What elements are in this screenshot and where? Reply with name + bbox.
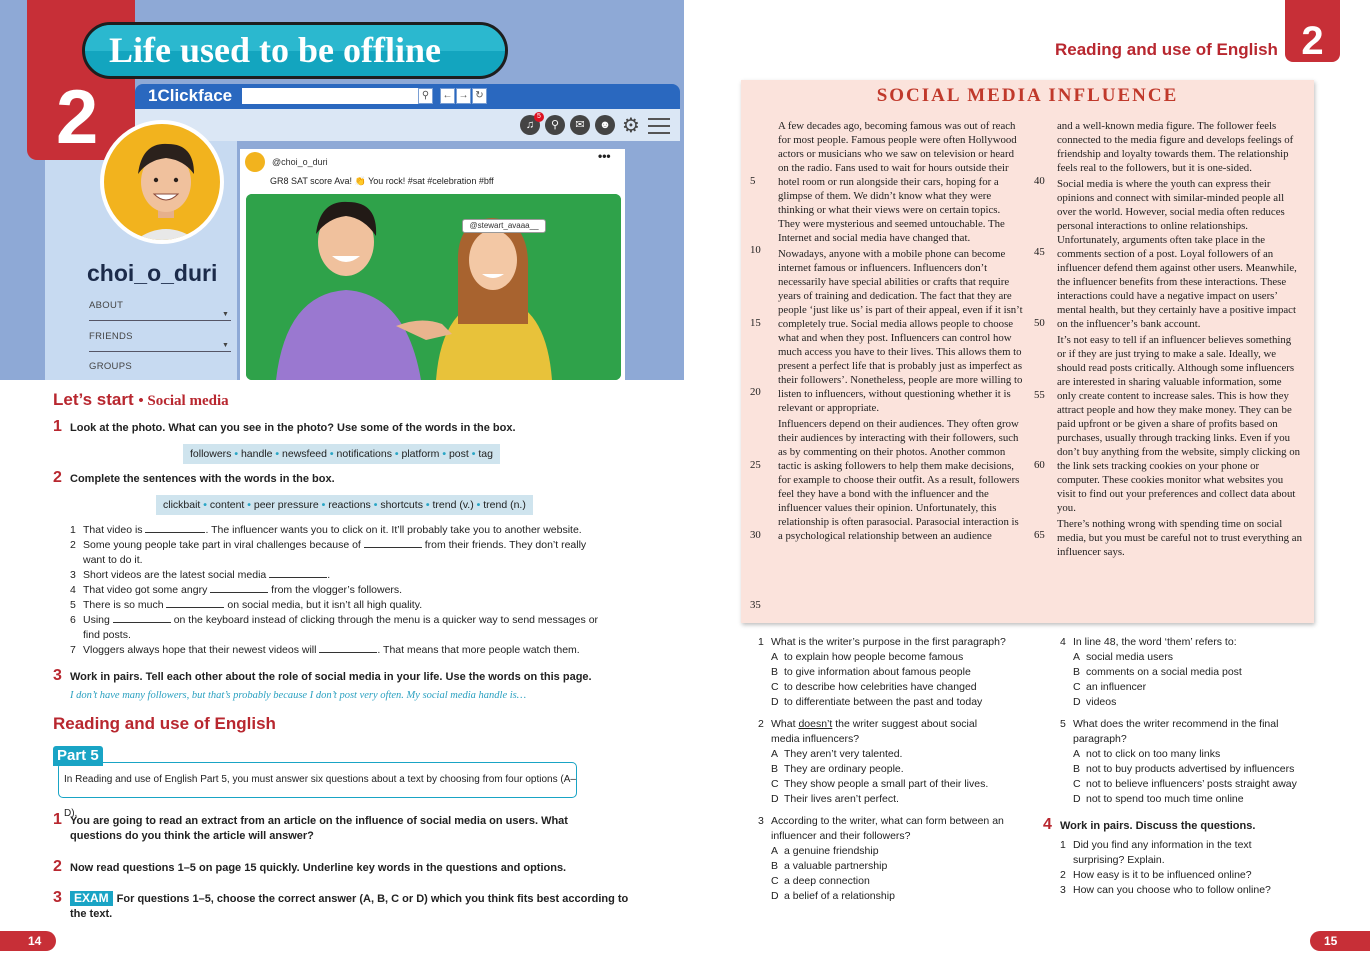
bell-icon[interactable]: ♫ — [520, 115, 540, 135]
question-4: 4 In line 48, the word ‘them’ refers to: A social media users B comments on a social media post C an influencer D videos — [1073, 635, 1333, 710]
word-box-1: followers • handle • newsfeed • notifications • platform • post • tag — [183, 444, 500, 464]
search-icon[interactable]: ⚲ — [545, 115, 565, 135]
discussion-question-1: 1 Did you find any information in the text surprising? Explain. — [1060, 839, 1252, 866]
exercise-1-instruction: Look at the photo. What can you see in the photo? Use some of the words in the box. — [70, 422, 516, 434]
site-logo: 1Clickface — [148, 86, 233, 105]
back-arrow-icon[interactable]: ← — [440, 88, 455, 104]
exercise-3-number: 3 — [53, 667, 62, 684]
article-paragraph: Influencers depend on their audiences. They often grow their audiences by interacting with their followers, such as by commenting on their photos. Another common tactic is asking followers to help them make decisions, for example to choose their outfit. As a result, followers feel they have a bond with the influencer and the influencer values their opinion. Unfortunately, this relationship is often parasocial. Parasocial interaction is a psychological relationship between an audience — [778, 418, 1020, 542]
sentence-7: 7 Vloggers always hope that their newest videos will . That means that more people watch them. — [70, 644, 580, 656]
profile-menu-friends[interactable]: FRIENDS — [89, 331, 133, 342]
option: B to give information about famous people — [771, 666, 971, 678]
option: B They are ordinary people. — [771, 763, 904, 775]
reading-3-instruction: EXAM For questions 1–5, choose the correct answer (A, B, C or D) which you think fits best according to the text. — [70, 891, 629, 920]
part-info-box: In Reading and use of English Part 5, you must answer six questions about a text by choosing from four options (A–D). — [58, 762, 577, 798]
mail-icon[interactable]: ✉ — [570, 115, 590, 135]
post-text: GR8 SAT score Ava! 👏 You rock! #sat #celebration #bff — [270, 176, 494, 186]
article-column-2 — [1057, 119, 1302, 561]
more-options-icon[interactable]: ••• — [598, 149, 611, 163]
discussion-question-2: 2 How easy is it to be influenced online? — [1060, 869, 1252, 881]
search-input[interactable] — [242, 88, 418, 104]
search-icon[interactable]: ⚲ — [418, 88, 433, 104]
exercise-4-instruction: Work in pairs. Discuss the questions. — [1060, 820, 1256, 832]
profile-avatar — [100, 120, 224, 244]
discussion-question-3: 3 How can you choose who to follow online? — [1060, 884, 1271, 896]
article-paragraph: There’s nothing wrong with spending time on social media, but you must be careful not to trust everything an influencer says. — [1057, 518, 1302, 558]
profile-menu-about[interactable]: ABOUT — [89, 300, 124, 311]
forward-arrow-icon[interactable]: → — [456, 88, 471, 104]
reading-1-instruction: You are going to read an extract from an article on the influence of social media on users. What questions do you think the article will answer? — [70, 815, 568, 842]
sentence-1: 1 That video is . The influencer wants you to click on it. It’ll probably take you to another website. — [70, 524, 582, 536]
line-number: 40 — [1034, 175, 1045, 187]
reading-2-instruction: Now read questions 1–5 on page 15 quickly. Underline key words in the questions and options. — [70, 862, 567, 874]
chevron-down-icon[interactable]: ▼ — [222, 311, 229, 318]
article-column-1 — [778, 119, 1023, 545]
unit-title-pill — [82, 22, 508, 79]
unit-title: Life used to be offline — [109, 30, 441, 70]
chevron-down-icon[interactable]: ▼ — [222, 342, 229, 349]
sentence-6: 6 Using on the keyboard instead of clicking through the menu is a quicker way to send messages or — [70, 614, 599, 626]
reading-heading: Reading and use of English — [53, 714, 276, 733]
divider — [89, 351, 231, 352]
reading-2-number: 2 — [53, 858, 62, 875]
line-number: 45 — [1034, 246, 1045, 258]
question-5: 5 What does the writer recommend in the final paragraph? A not to click on too many links B not to buy products advertised by influencers C not to believe influencers’ posts straight away D not to spend too much time online — [1073, 717, 1323, 807]
question-3: 3 According to the writer, what can form between an influencer and their followers? A a genuine friendship B a valuable partnership C a deep connection D a belief of a relationship — [771, 814, 1011, 904]
option: B not to buy products advertised by influencers — [1073, 763, 1295, 775]
right-header: Reading and use of English — [1055, 40, 1278, 59]
option: B a valuable partnership — [771, 860, 888, 872]
friends-icon[interactable]: ☻ — [595, 115, 615, 135]
option: C a deep connection — [771, 875, 870, 887]
exercise-4-number: 4 — [1043, 816, 1052, 833]
line-number: 55 — [1034, 389, 1045, 401]
sentence-3: 3 Short videos are the latest social media . — [70, 569, 331, 581]
line-number: 25 — [750, 459, 761, 471]
question-2: 2 What doesn’t the writer suggest about social media influencers? A They aren’t very talented. B They are ordinary people. C They show people a small part of their lives. D Their lives aren’t perfect. — [771, 717, 1006, 807]
option: C to describe how celebrities have changed — [771, 681, 977, 693]
question-1: 1 What is the writer’s purpose in the first paragraph? A to explain how people become famous B to give information about famous people C to describe how celebrities have changed D to differentiate between the past and today — [771, 635, 1041, 710]
exercise-3-example: I don’t have many followers, but that’s probably because I don’t post very often. My social media handle is… — [70, 690, 527, 701]
article-paragraph: Social media is where the youth can express their opinions and connect with similar-minded people all over the world. However, social media often reduces personal interactions to online relationships. Unfortunately, arguments often take place in the comments section of a post. Loyal followers of an influencer defend them against other users. Meanwhile, the influencer benefits from these interactions. These interactions could have a negative impact on users’ mental health, but they certainly have a positive impact on the influencer’s bank account. — [1057, 178, 1297, 330]
option: D videos — [1073, 696, 1117, 708]
hamburger-menu-icon[interactable] — [648, 118, 670, 134]
option: C They show people a small part of their lives. — [771, 778, 989, 790]
exercise-1-number: 1 — [53, 418, 62, 435]
post-avatar — [245, 152, 265, 172]
option: C an influencer — [1073, 681, 1147, 693]
reading-1-number: 1 — [53, 811, 62, 828]
notification-badge: 5 — [534, 112, 544, 122]
article-title: SOCIAL MEDIA INFLUENCE — [876, 85, 1179, 106]
page-number-left: 14 — [0, 931, 56, 951]
exercise-2-instruction: Complete the sentences with the words in the box. — [70, 473, 335, 485]
article-paragraph: It’s not easy to tell if an influencer believes something or if they are just trying to make a sale. Ideally, we should read posts critically. Although some influencers are interested in sharing valuable information, some only create content to increase sales. This is how they attract people and how they make money. They can be paid upfront or be given a share of profits based on purchases, usually through tracking links. Even if you don’t buy anything from the website, simply clicking on the link sets tracking cookies on your phone or computer. These cookies monitor what websites you visit to find out your preferences and collect data about you. — [1057, 334, 1300, 514]
option: A to explain how people become famous — [771, 651, 964, 663]
line-number: 35 — [750, 599, 761, 611]
post-handle: @choi_o_duri — [272, 157, 328, 167]
article-paragraph: Nowadays, anyone with a mobile phone can become internet famous or influencers. Influencers don’t necessarily have special abilities or crafts that require years of training and dedication. The fact that they are people ‘just like us’ is part of their appeal, even if it isn’t completely true. Social media allows people to choose what and when they post. Influencers can control how much access you have to their lives. This allows them to present a perfect life that is probably just as imperfect as their followers’. Nonetheless, people are more willing to listen to influencers, without questioning whether it is relevant or appropriate. — [778, 248, 1023, 414]
line-number: 10 — [750, 244, 761, 256]
sentence-5: 5 There is so much on social media, but it isn’t all high quality. — [70, 599, 423, 611]
post-photo — [246, 194, 621, 380]
option: D a belief of a relationship — [771, 890, 895, 902]
divider — [89, 320, 231, 321]
line-number: 60 — [1034, 459, 1045, 471]
option: A a genuine friendship — [771, 845, 879, 857]
photo-tag[interactable]: @stewart_avaaa__ — [462, 219, 546, 233]
option: D not to spend too much time online — [1073, 793, 1244, 805]
part-label: Part 5 — [53, 746, 103, 766]
exercise-3-instruction: Work in pairs. Tell each other about the role of social media in your life. Use the words on this page. — [70, 671, 592, 683]
exercise-2-number: 2 — [53, 469, 62, 486]
line-number: 65 — [1034, 529, 1045, 541]
option: D to differentiate between the past and today — [771, 696, 983, 708]
friends-photo — [246, 194, 621, 380]
line-number: 5 — [750, 175, 756, 187]
option: B comments on a social media post — [1073, 666, 1242, 678]
option: C not to believe influencers’ posts straight away — [1073, 778, 1297, 790]
page-number-right: 15 — [1310, 931, 1370, 951]
reading-3-number: 3 — [53, 889, 62, 906]
line-number: 20 — [750, 386, 761, 398]
line-number: 50 — [1034, 317, 1045, 329]
word-box-2: clickbait • content • peer pressure • reactions • shortcuts • trend (v.) • trend (n.) — [156, 495, 533, 515]
right-unit-tab: 2 — [1285, 0, 1340, 62]
sentence-6-cont: find posts. — [83, 629, 131, 641]
unit-number: 2 — [56, 75, 99, 160]
sentence-2: 2 Some young people take part in viral challenges because of from their friends. They don’t really — [70, 539, 587, 551]
option: A social media users — [1073, 651, 1173, 663]
profile-menu-groups[interactable]: GROUPS — [89, 361, 132, 372]
gear-icon[interactable]: ⚙ — [622, 115, 640, 137]
article-paragraph: and a well-known media figure. The follower feels connected to the media figure and develops feelings of friendship and loyalty towards them. The relationship feels real to the followers, but it is one-sided. — [1057, 120, 1294, 174]
article-paragraph: A few decades ago, becoming famous was out of reach for most people. Famous people were often Hollywood actors or musicians who we saw on television or heard on the radio. Fans used to wait for hours outside their hotel room or run alongside their cars, hoping for a glimpse of them. We didn’t know what they were thinking or what their views were on certain topics. They were mysterious and seemed untouchable. The Internet and social media have changed that. — [778, 120, 1017, 244]
sentence-4: 4 That video got some angry from the vlogger’s followers. — [70, 584, 403, 596]
line-number: 30 — [750, 529, 761, 541]
option: A They aren’t very talented. — [771, 748, 903, 760]
exam-badge: EXAM — [70, 891, 113, 906]
option: A not to click on too many links — [1073, 748, 1221, 760]
line-number: 15 — [750, 317, 761, 329]
sentence-2-cont: want to do it. — [83, 554, 143, 566]
profile-username: choi_o_duri — [87, 260, 218, 286]
refresh-icon[interactable]: ↻ — [472, 88, 487, 104]
option: D Their lives aren’t perfect. — [771, 793, 899, 805]
lets-start-heading: Let’s start • Social media — [53, 390, 229, 409]
